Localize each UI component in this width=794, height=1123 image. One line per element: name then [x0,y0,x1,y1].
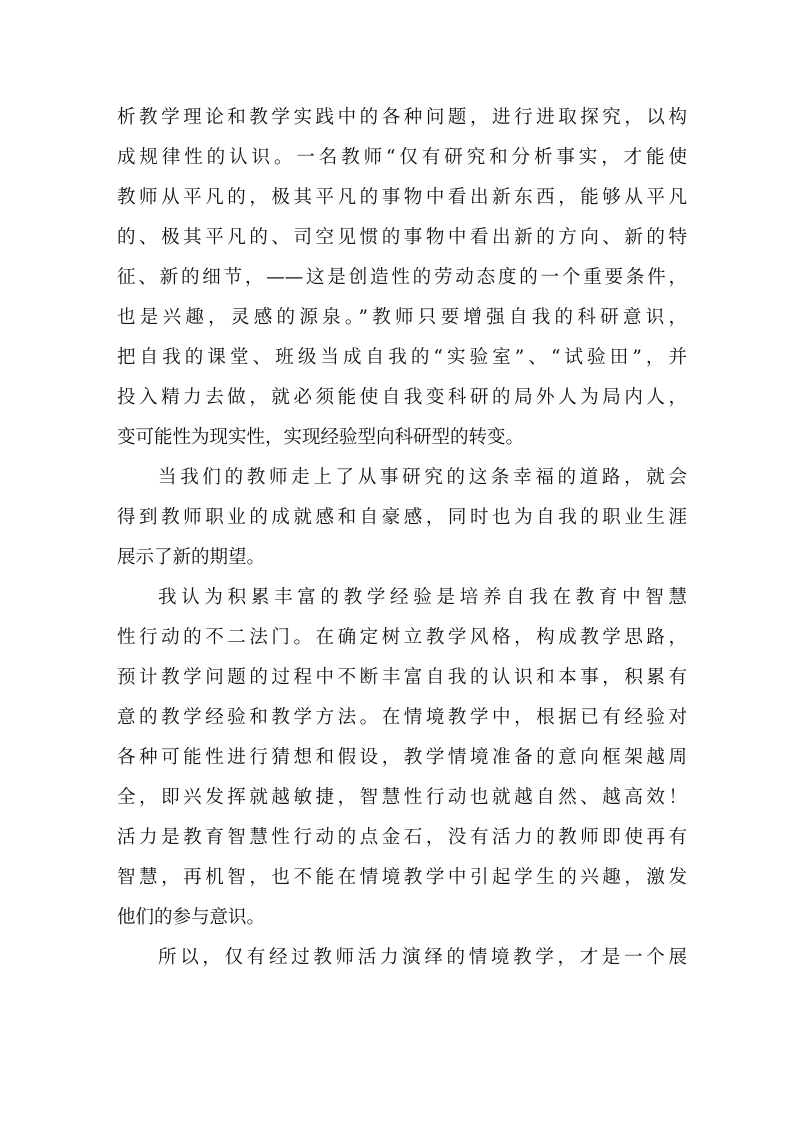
paragraph-first-line: 我认为积累丰富的教学经验是培养自我在教育中智慧 [158,587,687,608]
text-line: 他们的参与意识。 [117,907,266,928]
text-line: 意的教学经验和教学方法。在情境教学中，根据已有经验对 [117,707,687,728]
text-line: 也是兴趣，灵感的源泉。”教师只要增强自我的科研意识， [117,307,687,328]
text-line: 智慧，再机智，也不能在情境教学中引起学生的兴趣，激发 [117,867,687,888]
paragraph-first-line: 当我们的教师走上了从事研究的这条幸福的道路，就会 [158,467,687,488]
text-line: 各种可能性进行猜想和假设，教学情境准备的意向框架越周 [117,747,687,768]
text-line: 征、新的细节，——这是创造性的劳动态度的一个重要条件， [117,267,687,288]
text-line: 析教学理论和教学实践中的各种问题，进行进取探究，以构 [117,107,687,128]
text-line: 得到教师职业的成就感和自豪感，同时也为自我的职业生涯 [117,507,687,528]
paragraph-first-line: 所以，仅有经过教师活力演绎的情境教学，才是一个展 [158,947,687,968]
text-line: 成规律性的认识。一名教师“仅有研究和分析事实，才能使 [117,147,687,168]
text-line: 展示了新的期望。 [117,547,266,568]
text-line: 活力是教育智慧性行动的点金石，没有活力的教师即使再有 [117,827,687,848]
text-line: 的、极其平凡的、司空见惯的事物中看出新的方向、新的特 [117,227,687,248]
text-line: 教师从平凡的，极其平凡的事物中看出新东西，能够从平凡 [117,187,687,208]
text-line: 性行动的不二法门。在确定树立教学风格，构成教学思路， [117,627,687,648]
document-body [117,98,687,978]
text-line: 全，即兴发挥就越敏捷，智慧性行动也就越自然、越高效！ [117,787,687,808]
text-line: 把自我的课堂、班级当成自我的“实验室”、“试验田”，并 [117,347,687,368]
text-line: 变可能性为现实性，实现经验型向科研型的转变。 [117,427,525,448]
text-line: 投入精力去做，就必须能使自我变科研的局外人为局内人， [117,387,687,408]
text-line: 预计教学问题的过程中不断丰富自我的认识和本事，积累有 [117,667,687,688]
